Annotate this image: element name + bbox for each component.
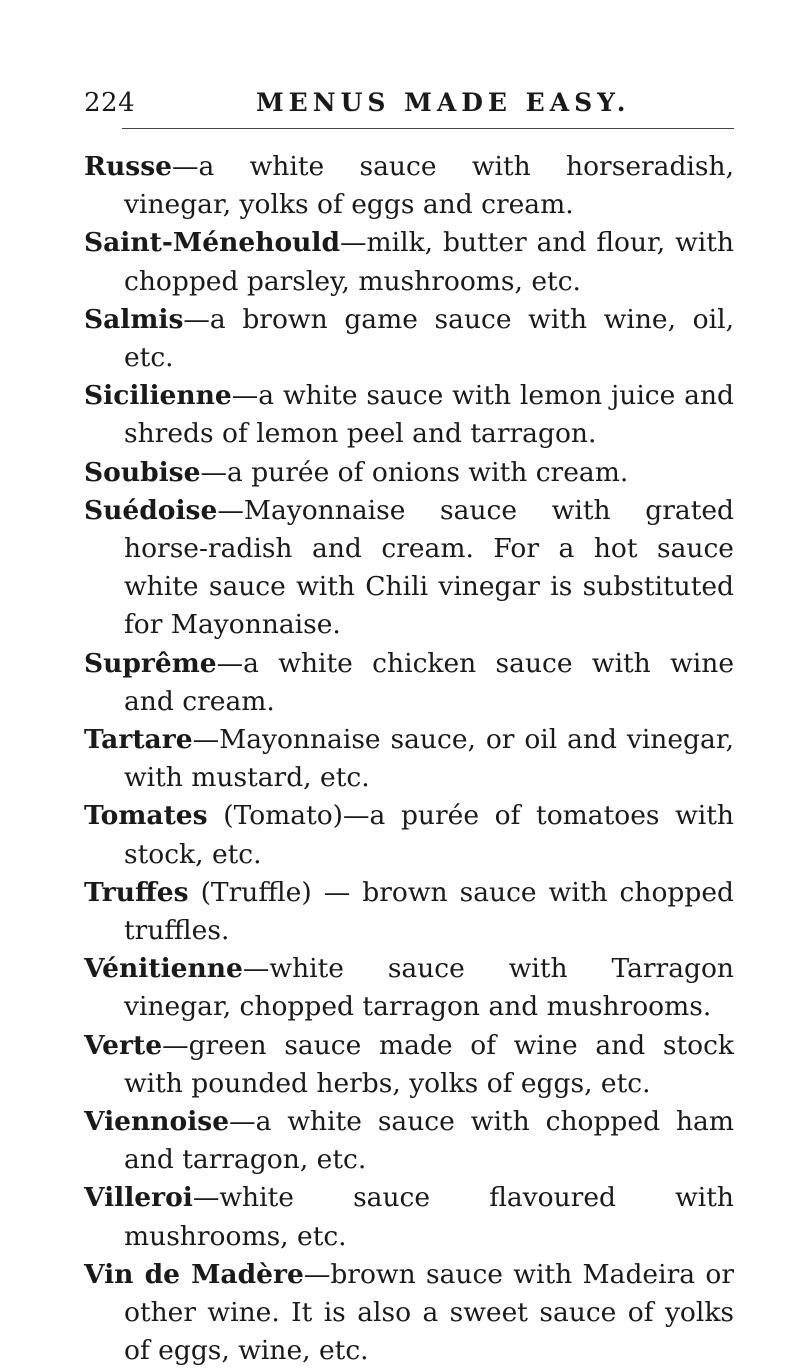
glossary-entry: [84, 377, 734, 453]
entry-definition: —Mayonnaise sauce, or oil and vinegar, with mustard, etc.: [124, 724, 734, 794]
glossary-entry: [84, 492, 734, 645]
header-rule: [122, 128, 734, 129]
glossary-entry: [84, 1256, 734, 1371]
entry-definition: —a white chicken sauce with wine and cream.: [124, 647, 734, 717]
glossary-entry: [84, 148, 734, 224]
entry-term: Tomates: [84, 800, 208, 832]
glossary-entry: [84, 797, 734, 873]
running-title: MENUS MADE EASY.: [256, 88, 631, 117]
entry-term: Suprême: [84, 647, 217, 679]
entry-term: Viennoise: [84, 1106, 230, 1138]
glossary-entry: [84, 645, 734, 721]
entry-definition: —brown sauce with Madeira or other wine. It is also a sweet sauce of yolks of eggs, wine, etc.: [124, 1258, 734, 1367]
entry-definition: —white sauce flavoured with mushrooms, etc.: [124, 1182, 734, 1252]
entry-definition: —white sauce with Tarragon vinegar, chopped tarragon and mushrooms.: [124, 953, 734, 1023]
entry-term: Vin de Madère: [84, 1258, 304, 1290]
entry-definition: —a white sauce with horseradish, vinegar, yolks of eggs and cream.: [124, 151, 734, 221]
page-header: [84, 88, 734, 128]
entry-term: Truffes: [84, 876, 189, 908]
glossary-entry: [84, 1179, 734, 1255]
entry-term: Saint-Ménehould: [84, 227, 341, 259]
entry-definition: —a purée of onions with cream.: [200, 456, 629, 488]
entry-definition: —a white sauce with chopped ham and tarragon, etc.: [124, 1106, 734, 1176]
entry-definition: —a brown game sauce with wine, oil, etc.: [124, 303, 734, 374]
entry-definition: —Mayonnaise sauce with grated horse-radish and cream. For a hot sauce white sauce with Chili vinegar is substituted for Mayonnaise.: [124, 494, 734, 641]
glossary-entry: [84, 301, 734, 377]
entry-term: Tartare: [84, 724, 193, 756]
entry-definition: (Truffle) — brown sauce with chopped truffles.: [124, 876, 734, 947]
entry-term: Suédoise: [84, 494, 218, 526]
entry-term: Russe: [84, 151, 172, 182]
entry-term: Vénitienne: [84, 953, 243, 985]
entry-definition: —a white sauce with lemon juice and shreds of lemon peel and tarragon.: [124, 380, 734, 450]
glossary-entry: [84, 950, 734, 1026]
glossary-entry: [84, 224, 734, 300]
entry-definition: (Tomato)—a purée of tomatoes with stock, etc.: [124, 800, 734, 870]
entry-term: Villeroi: [84, 1182, 193, 1214]
entry-definition: —green sauce made of wine and stock with pounded herbs, yolks of eggs, etc.: [124, 1029, 734, 1099]
entry-term: Verte: [84, 1029, 163, 1061]
glossary-entry: [84, 1027, 734, 1103]
entry-term: Salmis: [84, 303, 184, 335]
glossary-entry: [84, 454, 734, 492]
glossary-entry: [84, 721, 734, 797]
glossary-entry: [84, 874, 734, 950]
entry-definition: —milk, butter and flour, with chopped parsley, mushrooms, etc.: [124, 227, 734, 297]
page-number: 224: [84, 88, 136, 118]
entry-term: Sicilienne: [84, 380, 232, 412]
entry-term: Soubise: [84, 456, 201, 488]
sauce-glossary: [84, 148, 734, 1371]
glossary-entry: [84, 1103, 734, 1179]
